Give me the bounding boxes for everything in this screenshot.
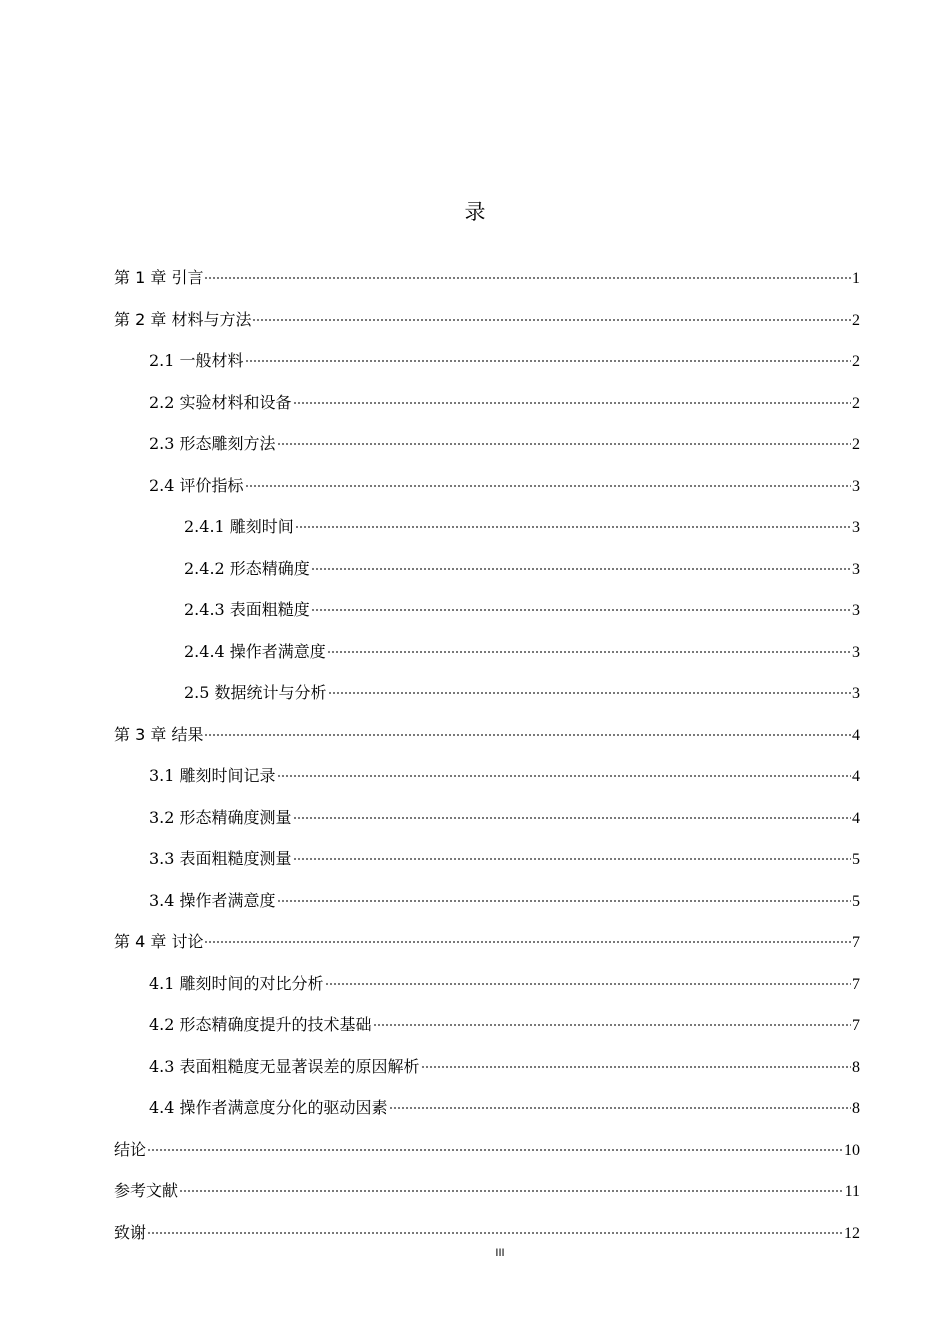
- toc-entry-label: 2.4.4 操作者满意度: [184, 641, 326, 661]
- toc-entry-page: 8: [852, 1058, 860, 1076]
- toc-dot-leader: [277, 775, 851, 777]
- toc-dot-leader: [277, 443, 851, 445]
- toc-entry-label: 2.4.3 表面粗糙度: [184, 600, 310, 619]
- toc-dot-leader: [147, 1149, 843, 1151]
- toc-entry-label: 4.2 形态精确度提升的技术基础: [149, 1015, 372, 1034]
- toc-dot-leader: [245, 360, 851, 362]
- toc-entry-label: 3.1 雕刻时间记录: [149, 766, 276, 785]
- toc-entry[interactable]: [114, 636, 860, 678]
- toc-entry[interactable]: [114, 1092, 860, 1134]
- toc-dot-leader: [421, 1066, 851, 1068]
- toc-entry-page: 7: [852, 934, 860, 951]
- toc-entry-page: 2: [852, 394, 860, 412]
- page-number: III: [495, 1247, 505, 1259]
- toc-entry-label: 结论: [114, 1139, 147, 1159]
- toc-entry-page: 5: [852, 892, 860, 910]
- toc-dot-leader: [293, 402, 851, 404]
- toc-entry-label: 3.4 操作者满意度: [149, 890, 276, 910]
- toc-entry-label: 3.3 表面粗糙度测量: [149, 849, 292, 868]
- toc-entry-page: 5: [852, 851, 860, 868]
- toc-dot-leader: [277, 900, 851, 902]
- toc-entry[interactable]: [114, 1175, 860, 1217]
- toc-entry-page: 3: [852, 602, 860, 619]
- toc-dot-leader: [328, 692, 851, 694]
- toc-entry[interactable]: [114, 719, 860, 761]
- toc-entry[interactable]: [114, 968, 860, 1010]
- toc-entry-label: 2.4.2 形态精确度: [184, 558, 310, 578]
- toc-dot-leader: [389, 1107, 851, 1109]
- toc-dot-leader: [204, 941, 851, 943]
- toc-entry-label: 第 1 章 引言: [114, 268, 204, 287]
- toc-entry-label: 第 2 章 材料与方法: [114, 309, 252, 329]
- toc-entry-label: 4.1 雕刻时间的对比分析: [149, 973, 324, 993]
- toc-entry-label: 第 3 章 结果: [114, 724, 204, 744]
- toc-entry-label: 2.4 评价指标: [149, 475, 244, 495]
- toc-entry-page: 2: [852, 353, 860, 370]
- toc-entry[interactable]: [114, 1051, 860, 1093]
- table-of-contents: [114, 262, 860, 1258]
- toc-entry-label: 3.2 形态精确度测量: [149, 807, 292, 827]
- toc-dot-leader: [295, 526, 851, 528]
- toc-entry[interactable]: [114, 1134, 860, 1176]
- toc-entry-page: 7: [852, 975, 860, 993]
- toc-entry-label: 参考文献: [114, 1181, 179, 1200]
- toc-entry-page: 3: [852, 477, 860, 495]
- toc-entry-page: 7: [852, 1017, 860, 1034]
- toc-entry[interactable]: [114, 802, 860, 844]
- toc-entry-label: 2.1 一般材料: [149, 351, 244, 370]
- toc-entry-page: 4: [852, 768, 860, 785]
- toc-entry[interactable]: [114, 387, 860, 429]
- toc-entry-label: 2.2 实验材料和设备: [149, 392, 292, 412]
- toc-entry-page: 3: [852, 519, 860, 536]
- toc-dot-leader: [311, 568, 851, 570]
- toc-entry-page: 8: [852, 1100, 860, 1117]
- toc-dot-leader: [147, 1232, 843, 1234]
- toc-entry[interactable]: [114, 470, 860, 512]
- toc-entry-label: 第 4 章 讨论: [114, 932, 204, 951]
- toc-entry-page: 12: [844, 1224, 860, 1242]
- toc-entry-page: 3: [852, 685, 860, 702]
- toc-entry-page: 2: [852, 311, 860, 329]
- toc-dot-leader: [293, 817, 851, 819]
- toc-dot-leader: [311, 609, 851, 611]
- toc-entry-label: 4.3 表面粗糙度无显著误差的原因解析: [149, 1056, 420, 1076]
- toc-entry-label: 2.3 形态雕刻方法: [149, 434, 276, 453]
- toc-entry[interactable]: [114, 304, 860, 346]
- toc-entry[interactable]: [114, 511, 860, 553]
- toc-dot-leader: [327, 651, 851, 653]
- toc-entry-page: 3: [852, 560, 860, 578]
- toc-dot-leader: [325, 983, 851, 985]
- toc-dot-leader: [204, 734, 851, 736]
- toc-entry[interactable]: [114, 262, 860, 304]
- toc-entry[interactable]: [114, 843, 860, 885]
- toc-dot-leader: [293, 858, 851, 860]
- toc-entry[interactable]: [114, 760, 860, 802]
- toc-entry-page: 1: [852, 270, 860, 287]
- toc-dot-leader: [179, 1190, 844, 1192]
- toc-entry-page: 4: [852, 809, 860, 827]
- page-title: 录: [464, 200, 486, 224]
- toc-dot-leader: [252, 319, 851, 321]
- toc-entry-label: 致谢: [114, 1222, 147, 1242]
- toc-entry[interactable]: [114, 428, 860, 470]
- toc-dot-leader: [373, 1024, 851, 1026]
- toc-entry-page: 11: [844, 1183, 860, 1200]
- toc-entry-label: 4.4 操作者满意度分化的驱动因素: [149, 1098, 388, 1117]
- toc-entry[interactable]: [114, 885, 860, 927]
- toc-entry-page: 2: [852, 436, 860, 453]
- toc-dot-leader: [204, 277, 851, 279]
- toc-entry[interactable]: [114, 594, 860, 636]
- toc-entry-page: 10: [844, 1141, 860, 1159]
- toc-entry-page: 3: [852, 643, 860, 661]
- toc-entry-label: 2.4.1 雕刻时间: [184, 517, 294, 536]
- toc-entry-page: 4: [852, 726, 860, 744]
- toc-entry[interactable]: [114, 926, 860, 968]
- toc-entry[interactable]: [114, 345, 860, 387]
- toc-entry[interactable]: [114, 553, 860, 595]
- toc-dot-leader: [245, 485, 851, 487]
- toc-entry[interactable]: [114, 677, 860, 719]
- toc-entry[interactable]: [114, 1009, 860, 1051]
- toc-entry-label: 2.5 数据统计与分析: [184, 683, 327, 702]
